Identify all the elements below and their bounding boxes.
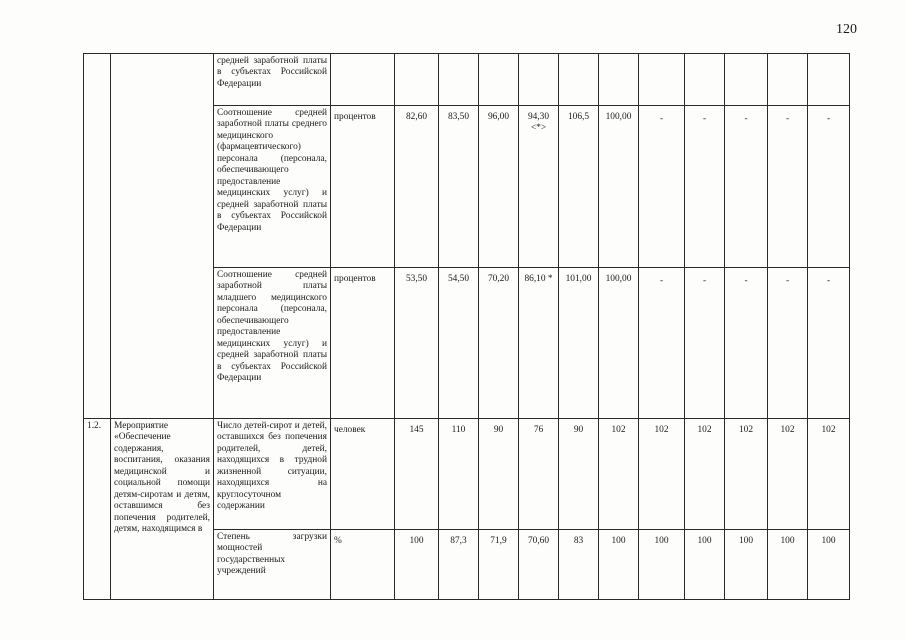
indicators-table — [83, 53, 850, 600]
unit-cell: человек — [331, 419, 395, 530]
value-cell — [599, 54, 639, 106]
value-cell — [725, 54, 768, 106]
value-cell: 70,20 — [479, 268, 519, 419]
value-cell — [639, 54, 685, 106]
value-cell: - — [725, 106, 768, 268]
value-cell: 100 — [725, 530, 768, 600]
value-cell: 76 — [519, 419, 559, 530]
value-cell: 100 — [639, 530, 685, 600]
value-cell: - — [685, 106, 725, 268]
indicator-cell: Число детей-сирот и детей, оставшихся без попечения родителей, детей, находящихся в трудной жизненной ситуации, находящихся на круглосуточном содержании — [214, 419, 331, 530]
indicator-cell: Степень загрузки мощностей государственных учреждений — [214, 530, 331, 600]
unit-cell — [331, 54, 395, 106]
unit-cell: процентов — [331, 268, 395, 419]
value-cell: 83,50 — [439, 106, 479, 268]
value-cell: - — [725, 268, 768, 419]
value-cell: - — [639, 268, 685, 419]
value-cell: - — [808, 106, 850, 268]
number-cell — [84, 54, 111, 419]
value-cell — [395, 54, 439, 106]
value-cell: - — [685, 268, 725, 419]
table-row — [84, 419, 850, 530]
value-cell: 100 — [808, 530, 850, 600]
unit-cell: процентов — [331, 106, 395, 268]
value-cell: - — [768, 106, 808, 268]
value-cell — [479, 54, 519, 106]
value-cell: 102 — [725, 419, 768, 530]
event-cell: Мероприятие «Обеспечение содержания, воспитания, оказания медицинской и социальной помощи детям-сиротам и детям, оставшимся без попечения родителей, детям, находящимся в — [111, 419, 214, 600]
value-cell: 90 — [479, 419, 519, 530]
value-cell — [439, 54, 479, 106]
value-cell: 82,60 — [395, 106, 439, 268]
value-cell: 102 — [639, 419, 685, 530]
value-cell: 100,00 — [599, 106, 639, 268]
value-cell — [685, 54, 725, 106]
value-cell: 90 — [559, 419, 599, 530]
value-cell: 83 — [559, 530, 599, 600]
value-cell: 102 — [808, 419, 850, 530]
value-cell: 70,60 — [519, 530, 559, 600]
value-cell: 106,5 — [559, 106, 599, 268]
value-cell: 145 — [395, 419, 439, 530]
page-number: 120 — [836, 22, 857, 37]
value-cell — [519, 54, 559, 106]
value-cell: 53,50 — [395, 268, 439, 419]
event-cell — [111, 54, 214, 419]
value-cell: 100 — [599, 530, 639, 600]
value-cell: 71,9 — [479, 530, 519, 600]
value-cell: 87,3 — [439, 530, 479, 600]
value-cell: 94,30 <*> — [519, 106, 559, 268]
value-cell: 102 — [599, 419, 639, 530]
number-cell: 1.2. — [84, 419, 111, 600]
value-cell: - — [808, 268, 850, 419]
value-cell: 100 — [685, 530, 725, 600]
value-cell: 100 — [395, 530, 439, 600]
value-cell: 100 — [768, 530, 808, 600]
value-cell: 86,10 * — [519, 268, 559, 419]
value-cell: 54,50 — [439, 268, 479, 419]
value-cell: - — [639, 106, 685, 268]
value-cell: - — [768, 268, 808, 419]
value-cell — [768, 54, 808, 106]
value-cell — [559, 54, 599, 106]
value-cell: 101,00 — [559, 268, 599, 419]
value-cell: 102 — [768, 419, 808, 530]
table-row — [84, 54, 850, 106]
value-cell: 102 — [685, 419, 725, 530]
indicator-cell: средней заработной платы в субъектах Российской Федерации — [214, 54, 331, 106]
value-cell: 96,00 — [479, 106, 519, 268]
indicator-cell: Соотношение средней заработной платы младшего медицинского персонала (персонала, обеспечивающего предоставление медицинских услуг) и средней заработной платы в субъектах Российской Федерации — [214, 268, 331, 419]
indicator-cell: Соотношение средней заработной платы среднего медицинского (фармацевтического) персонала (персонала, обеспечивающего предоставление медицинских услуг) и средней заработной платы в субъектах Российской Федерации — [214, 106, 331, 268]
value-cell — [808, 54, 850, 106]
value-cell: 100,00 — [599, 268, 639, 419]
unit-cell: % — [331, 530, 395, 600]
value-cell: 110 — [439, 419, 479, 530]
